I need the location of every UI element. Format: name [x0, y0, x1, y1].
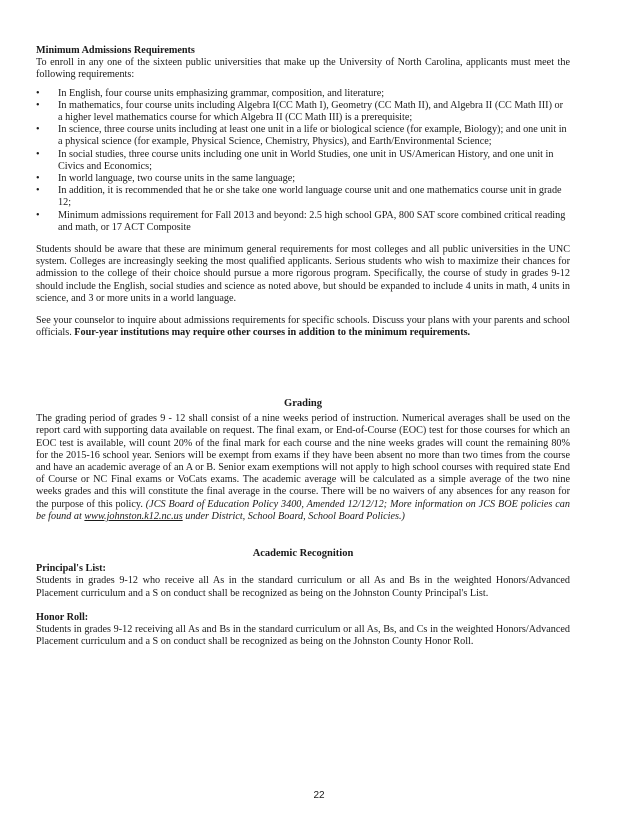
grading-heading: Grading [284, 398, 322, 409]
principals-list-heading: Principal's List: [36, 563, 106, 575]
requirement-english: • In English, four course units emphasizing grammar, composition, and literature; [36, 88, 570, 100]
requirement-social-studies: • In social studies, three course units including one unit in World Studies, one unit in US/American History, and one unit in Civics and Economics; [36, 149, 570, 173]
counselor-bold-note: Four-year institutions may require other courses in addition to the minimum requirements. [74, 327, 471, 339]
counselor-paragraph [36, 315, 570, 339]
min-requirements-heading: Minimum Admissions Requirements [36, 45, 195, 56]
recognition-section [36, 548, 570, 648]
principals-list-body: Students in grades 9-12 who receive all As in the standard curriculum or all As and Bs in the weighted Honors/Advanced Placement curriculum and a S on conduct shall be recognized as being on the Johnston County Principal's List. [36, 575, 570, 599]
requirements-list [36, 88, 570, 234]
requirement-world-language: • In world language, two course units in the same language; [36, 173, 570, 185]
page-number: 22 [313, 790, 325, 801]
district-website-link[interactable]: www.johnston.k12.nc.us [84, 510, 183, 522]
policy-reference: (JCS Board of Education Policy 3400, Amended 12/12/12; More information on JCS BOE policies can be found at [36, 498, 570, 522]
min-requirements-section [36, 45, 570, 339]
awareness-paragraph: Students should be aware that these are minimum general requirements for most colleges and all public universities in the UNC system. Colleges are increasingly seeking the most qualified applicants. Serious students who wish to maximize their chances for admission to the college of their choice should pursue a more rigorous program. Specifically, the course of study in grades 9-12 should include the English, social studies and science as noted above, but should be expanded to include 4 units in math, 4 units in science, and 3 or more units in a world language. [36, 244, 570, 304]
honor-roll-body: Students in grades 9-12 receiving all As and Bs in the standard curriculum or all As, Bs, and Cs in the weighted Honors/Advanced Placement curriculum and a S on conduct shall be recognized as being on the Johnston County Honor Roll. [36, 624, 570, 648]
grading-section [36, 398, 570, 523]
requirement-math: • In mathematics, four course units including Algebra I(CC Math I), Geometry (CC Math II), and Algebra II (CC Math III) or a higher level mathematics course for which Algebra II (CC Math III) is a prerequisite; [36, 100, 570, 124]
grading-body: The grading period of grades 9 - 12 shall consist of a nine weeks period of instruction. Numerical averages shall be used on the report card with supporting data available on request. The final exam, or End-of-Course (EOC) test for those courses for which an EOC test is available, will count 20% of the final mark for each course and the nine weeks grades will count the remaining 80% for the 2015-16 school year. Seniors will be exempt from exams if they have been absent no more than two times from the course and have an academic average of an A or B. Senior exam exemptions will not apply to high school courses with required state End of Course or NC Final exams or VoCats exams. The academic average will be calculated as a simple average of the two nine weeks grades and this will constitute the final average in the course. There will be no waivers of any absences for any reason for the purpose of this policy. [36, 413, 570, 510]
requirement-recommendation: • In addition, it is recommended that he or she take one world language course unit and one mathematics course unit in grade 12; [36, 185, 570, 209]
requirement-gpa-sat: • Minimum admissions requirement for Fall 2013 and beyond: 2.5 high school GPA, 800 SAT score combined critical reading and math, or 17 ACT Composite [36, 210, 570, 234]
counselor-text: See your counselor to inquire about admissions requirements for specific schools. Discuss your plans with your parents and school officials. [36, 315, 570, 339]
grading-paragraph [36, 413, 570, 523]
min-requirements-intro: To enroll in any one of the sixteen public universities that make up the University of North Carolina, applicants must meet the following requirements: [36, 57, 570, 81]
policy-reference-tail: under District, School Board, School Board Policies.) [185, 510, 405, 522]
recognition-heading: Academic Recognition [252, 548, 354, 559]
requirement-science: • In science, three course units including at least one unit in a life or biological science (for example, Biology); and one unit in a physical science (for example, Physical Science, Chemistry, Physics), and Earth/Environmental Science; [36, 124, 570, 148]
honor-roll-heading: Honor Roll: [36, 611, 89, 623]
